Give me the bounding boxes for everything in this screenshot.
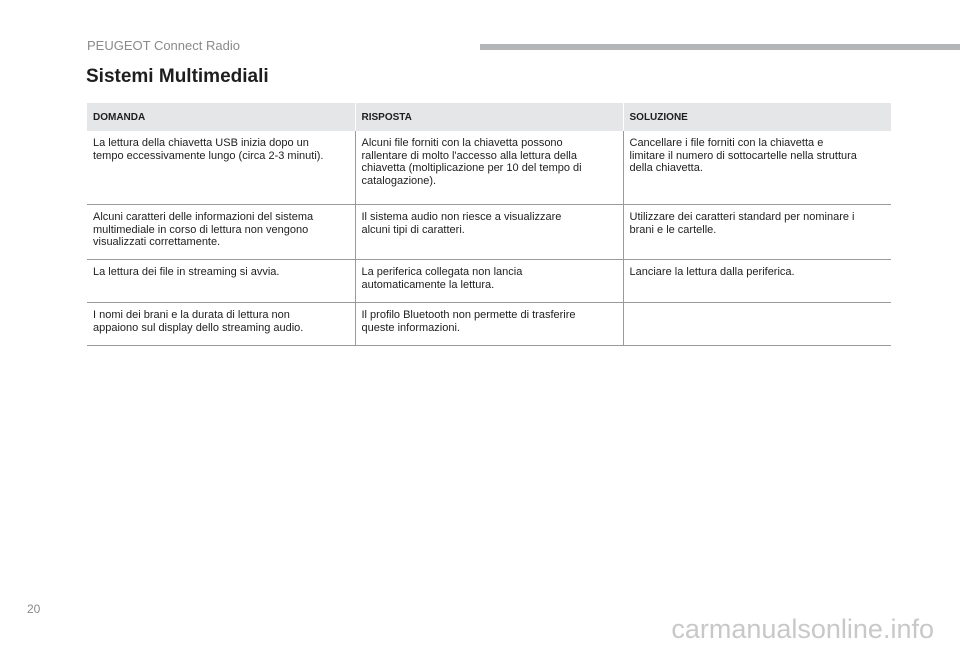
- cell-risposta: [355, 205, 623, 260]
- cell-domanda: [87, 131, 355, 205]
- cell-text-line: tempo eccessivamente lungo (circa 2-3 minuti).: [93, 149, 324, 162]
- cell-text-line: limitare il numero di sottocartelle nella struttura: [629, 149, 857, 162]
- cell-text-line: Il sistema audio non riesce a visualizzare: [361, 211, 562, 223]
- cell-text-line: visualizzati correttamente.: [93, 236, 221, 248]
- header-bar: [480, 44, 960, 50]
- cell-text-line: alcuni tipi di caratteri.: [361, 223, 465, 236]
- cell-risposta: [355, 131, 623, 205]
- cell-soluzione: [623, 131, 891, 205]
- cell-risposta: [355, 260, 623, 303]
- table-row: [87, 205, 891, 260]
- cell-text-line: La lettura dei file in streaming si avvia.: [93, 266, 280, 278]
- cell-text-line: automaticamente la lettura.: [361, 278, 495, 291]
- cell-text-line: multimediale in corso di lettura non vengono: [93, 223, 309, 236]
- cell-domanda: [87, 303, 355, 346]
- cell-domanda: [87, 205, 355, 260]
- cell-text-line: chiavetta (moltiplicazione per 10 del tempo di: [361, 162, 582, 174]
- column-header-soluzione: SOLUZIONE: [623, 103, 891, 131]
- cell-text-line: Alcuni file forniti con la chiavetta possono: [361, 137, 563, 149]
- cell-risposta: [355, 303, 623, 346]
- cell-soluzione: [623, 303, 891, 346]
- troubleshooting-table: [87, 103, 891, 346]
- cell-text-line: La periferica collegata non lancia: [361, 266, 523, 278]
- watermark-text: carmanualsonline.info: [671, 614, 934, 644]
- cell-text-line: appaiono sul display dello streaming audio.: [93, 321, 304, 334]
- cell-text-line: brani e le cartelle.: [629, 223, 717, 236]
- cell-text-line: Alcuni caratteri delle informazioni del sistema: [93, 211, 314, 223]
- cell-text-line: Lanciare la lettura dalla periferica.: [629, 266, 795, 278]
- table-row: [87, 131, 891, 205]
- cell-text-line: La lettura della chiavetta USB inizia dopo un: [93, 137, 309, 149]
- table-header-row: [87, 103, 891, 131]
- column-header-risposta: RISPOSTA: [355, 103, 623, 131]
- cell-text-line: Cancellare i file forniti con la chiavetta e: [629, 137, 824, 149]
- cell-domanda: [87, 260, 355, 303]
- column-header-domanda: DOMANDA: [87, 103, 355, 131]
- cell-text-line: della chiavetta.: [629, 162, 703, 174]
- cell-soluzione: [623, 205, 891, 260]
- table-row: [87, 260, 891, 303]
- page-number: 20: [27, 602, 41, 616]
- cell-text-line: rallentare di molto l'accesso alla lettura della: [361, 149, 577, 162]
- cell-soluzione: [623, 260, 891, 303]
- cell-text-line: I nomi dei brani e la durata di lettura non: [93, 309, 290, 321]
- cell-text-line: catalogazione).: [361, 174, 437, 187]
- section-title: Sistemi Multimediali: [86, 66, 269, 87]
- cell-text-line: queste informazioni.: [361, 321, 460, 334]
- table-row: [87, 303, 891, 346]
- cell-text-line: Utilizzare dei caratteri standard per nominare i: [629, 211, 855, 223]
- running-header: PEUGEOT Connect Radio: [87, 38, 240, 53]
- cell-text-line: Il profilo Bluetooth non permette di trasferire: [361, 309, 576, 321]
